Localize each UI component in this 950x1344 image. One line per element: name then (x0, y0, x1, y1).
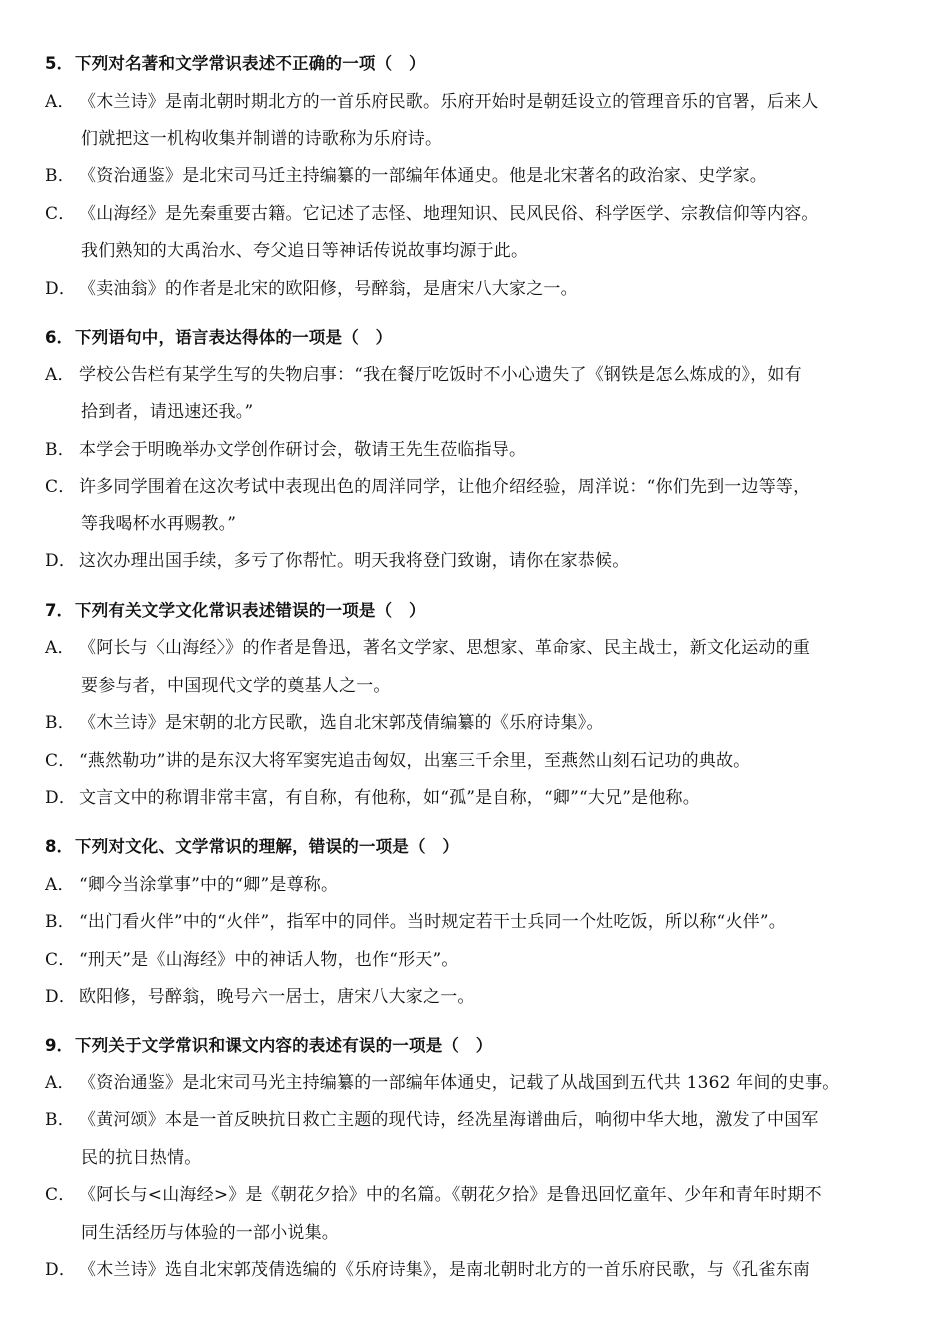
option-text: “燕然勒功”讲的是东汉大将军窦宪追击匈奴，出塞三千余里，至燕然山刻石记功的典故。 (79, 751, 751, 771)
question-number: 9． (45, 1036, 74, 1055)
option-label: C． (45, 204, 76, 224)
option-text: 要参与者，中国现代文学的奠基人之一。 (81, 676, 391, 696)
option-label: D． (45, 279, 77, 299)
question-text: 下列语句中，语言表达得体的一项是（ ） (75, 328, 393, 347)
question-text: 下列有关文学文化常识表述错误的一项是（ ） (75, 601, 426, 620)
option-text: 《山海经》是先秦重要古籍。它记述了志怪、地理知识、民风民俗、科学医学、宗教信仰等内容。 (79, 204, 819, 224)
question-text: 下列关于文学常识和课文内容的表述有误的一项是（ ） (75, 1036, 493, 1055)
option-text: 欧阳修，号醉翁，晚号六一居士，唐宋八大家之一。 (79, 987, 475, 1007)
option-text: 《木兰诗》选自北宋郭茂倩选编的《乐府诗集》，是南北朝时北方的一首乐府民歌，与《孔雀东南 (79, 1260, 811, 1280)
option-text: 我们熟知的大禹治水、夸父追日等神话传说故事均源于此。 (81, 241, 529, 261)
option-text: 《资治通鉴》是北宋司马迁主持编纂的一部编年体通史。他是北宋著名的政治家、史学家。 (79, 166, 767, 186)
option-label: A． (45, 365, 75, 385)
option-label: A． (45, 92, 75, 112)
option-text: 《卖油翁》的作者是北宋的欧阳修，号醉翁，是唐宋八大家之一。 (79, 279, 578, 299)
option-label: D． (45, 551, 77, 571)
option-text: 《资治通鉴》是北宋司马光主持编纂的一部编年体通史，记载了从战国到五代共 1362 年间的史事。 (79, 1073, 840, 1093)
option-text: 《阿长与<山海经>》是《朝花夕拾》中的名篇。《朝花夕拾》是鲁迅回忆童年、少年和青年时期不 (79, 1185, 822, 1205)
option-label: C． (45, 1185, 76, 1205)
option-text: 《阿长与〈山海经〉》的作者是鲁迅，著名文学家、思想家、革命家、民主战士，新文化运动的重 (79, 638, 811, 658)
option-text: 民的抗日热情。 (81, 1148, 202, 1168)
question-text: 下列对名著和文学常识表述不正确的一项（ ） (75, 54, 426, 73)
option-label: C． (45, 477, 76, 497)
option-text: 《黄河颂》本是一首反映抗日救亡主题的现代诗，经冼星海谱曲后，响彻中华大地，激发了中国军 (79, 1110, 819, 1130)
option-label: C． (45, 751, 76, 771)
option-label: C． (45, 950, 76, 970)
option-text: 学校公告栏有某学生写的失物启事：“我在餐厅吃饭时不小心遗失了《钢铁是怎么炼成的》，如有 (79, 365, 802, 385)
option-text: “出门看火伴”中的“火伴”，指军中的同伴。当时规定若干士兵同一个灶吃饭，所以称“火伴”。 (79, 912, 786, 932)
option-text: 《木兰诗》是宋朝的北方民歌，选自北宋郭茂倩编纂的《乐府诗集》。 (79, 713, 604, 733)
option-label: B． (45, 440, 75, 460)
option-label: A． (45, 638, 75, 658)
option-label: B． (45, 1110, 75, 1130)
option-text: 文言文中的称谓非常丰富，有自称，有他称，如“孤”是自称，“卿”“大兄”是他称。 (79, 788, 700, 808)
option-text: 等我喝杯水再赐教。” (81, 514, 237, 534)
option-text: 本学会于明晚举办文学创作研讨会，敬请王先生莅临指导。 (79, 440, 527, 460)
question-text: 下列对文化、文学常识的理解，错误的一项是（ ） (75, 837, 460, 856)
option-label: A． (45, 875, 75, 895)
option-label: D． (45, 788, 77, 808)
option-label: A． (45, 1073, 75, 1093)
option-text: 们就把这一机构收集并制谱的诗歌称为乐府诗。 (81, 129, 443, 149)
option-text: 同生活经历与体验的一部小说集。 (81, 1223, 339, 1243)
question-number: 5． (45, 54, 74, 73)
question-number: 8． (45, 837, 74, 856)
option-label: D． (45, 987, 77, 1007)
option-label: B． (45, 166, 75, 186)
question-number: 7． (45, 601, 74, 620)
option-label: B． (45, 713, 75, 733)
question-number: 6． (45, 328, 74, 347)
option-text: 许多同学围着在这次考试中表现出色的周洋同学，让他介绍经验，周洋说：“你们先到一边等等， (79, 477, 811, 497)
option-label: B． (45, 912, 75, 932)
option-text: “卿今当涂掌事”中的“卿”是尊称。 (79, 875, 339, 895)
option-text: “刑天”是《山海经》中的神话人物，也作“形天”。 (79, 950, 459, 970)
option-text: 这次办理出国手续，多亏了你帮忙。明天我将登门致谢，请你在家恭候。 (79, 551, 630, 571)
option-text: 拾到者，请迅速还我。” (81, 402, 254, 422)
option-label: D． (45, 1260, 77, 1280)
option-text: 《木兰诗》是南北朝时期北方的一首乐府民歌。乐府开始时是朝廷设立的管理音乐的官署，后来人 (79, 92, 819, 112)
